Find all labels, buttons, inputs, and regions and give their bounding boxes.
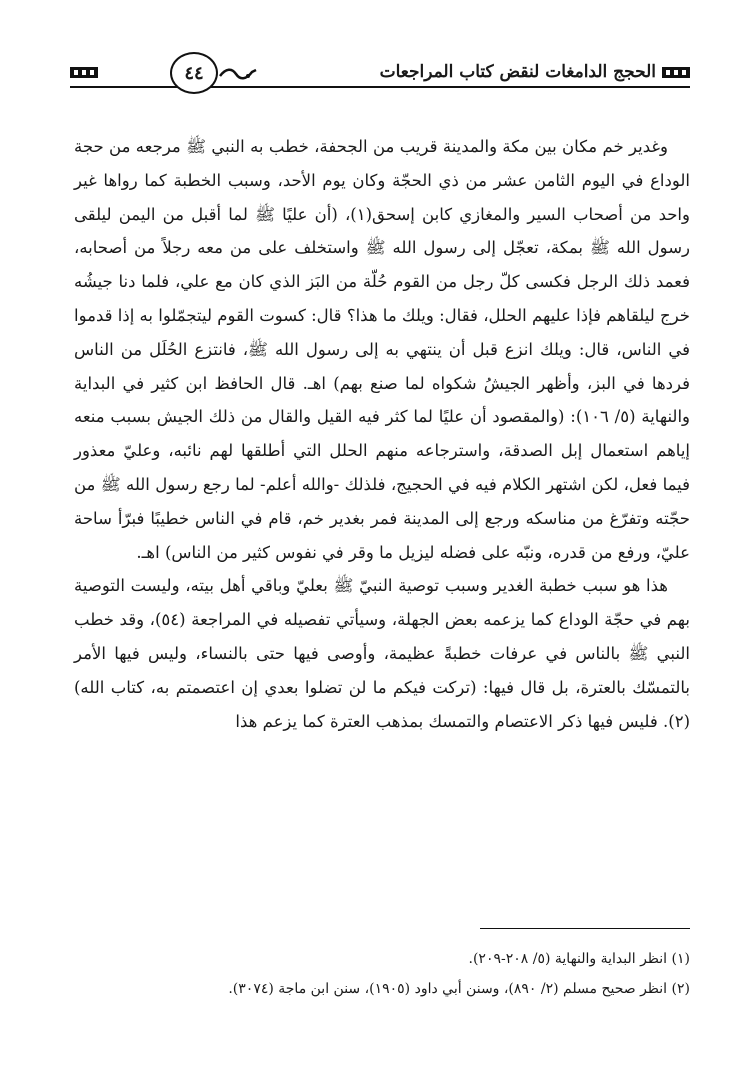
- running-header: [70, 52, 690, 96]
- header-swirl-ornament-icon: [218, 66, 258, 82]
- main-text: [74, 130, 690, 738]
- page-number-badge: [170, 52, 218, 94]
- paragraph-sermon-reason: هذا هو سبب خطبة الغدير وسبب توصية النبيّ ﷺ بعليّ وباقي أهل بيته، وليست التوصية بهم في حجّة الوداع كما يزعمه بعض الجهلة، وسيأتي تفصيله في المراجعة (٥٤)، وقد خطب النبي ﷺ بالناس في عرفات خطبةً عظيمة، وأوصى فيها حتى بالنساء، وليس فيها الأمر بالتمسّك بالعترة، بل قال فيها: (تركت فيكم ما لن تضلوا بعدي إن اعتصمتم به، كتاب الله)(٢). فليس فيها ذكر الاعتصام والتمسك بمذهب العترة كما يزعم هذا: [74, 576, 690, 731]
- paragraph-ghadir-location: وغدير خم مكان بين مكة والمدينة قريب من الجحفة، خطب به النبي ﷺ مرجعه من حجة الوداع في اليوم الثامن عشر من ذي الحجّة وكان يوم الأحد، وسبب الخطبة كما رواها غير واحد من أصحاب السير والمغازي كابن إسحق(١)، (أن عليًا ﷺ لما أقبل من اليمن ليلقى رسول الله ﷺ بمكة، تعجّل إلى رسول الله ﷺ واستخلف على من معه رجلاً من أصحابه، فعمد ذلك الرجل فكسى كلّ رجل من القوم حُلّة من البَز الذي كان مع علي، فلما دنا جيشُه خرج ليلقاهم فإذا عليهم الحلل، فقال: ويلك ما هذا؟ قال: كسوت القوم ليتجمّلوا به إذا قدموا في الناس، قال: ويلك انزع قبل أن ينتهي به إلى رسول الله ﷺ، فانتزع الحُلَل من الناس فردها في البز، وأظهر الجيشُ شكواه لما صنع بهم) اهـ. قال الحافظ ابن كثير في البداية والنهاية (٥/ ١٠٦): (والمقصود أن عليًا لما كثر فيه القيل والقال من ذلك الجيش بسبب منعه إياهم استعمال إبل الصدقة، واسترجاعه منهم الحلل التي أطلقها لهم نائبه، وعليّ معذور فيما فعل، لكن اشتهر الكلام فيه في الحجيج، فلذلك -والله أعلم- لما رجع رسول الله ﷺ من حجّته وتفرّغ من مناسكه ورجع إلى المدينة فمر بغدير خم، قام في الناس خطيبًا فبرّأ ساحة عليّ، ورفع من قدره، ونبّه على فضله ليزيل ما وقر في نفوس كثير من الناس) اهـ.: [74, 137, 690, 562]
- footnote-2: (٢) انظر صحيح مسلم (٢/ ٨٩٠)، وسنن أبي داود (١٩٠٥)، سنن ابن ماجة (٣٠٧٤).: [228, 981, 690, 997]
- page-number: ٤٤: [184, 62, 204, 84]
- footnote-1: (١) انظر البداية والنهاية (٥/ ٢٠٨-٢٠٩).: [468, 951, 690, 967]
- footnotes: [74, 944, 690, 1004]
- book-title: الحجج الدامغات لنقض كتاب المراجعات: [379, 62, 656, 82]
- footnote-separator: [480, 928, 690, 929]
- header-ornament-left-icon: [70, 66, 98, 79]
- header-rule: [70, 86, 690, 88]
- header-ornament-right-icon: [662, 66, 690, 79]
